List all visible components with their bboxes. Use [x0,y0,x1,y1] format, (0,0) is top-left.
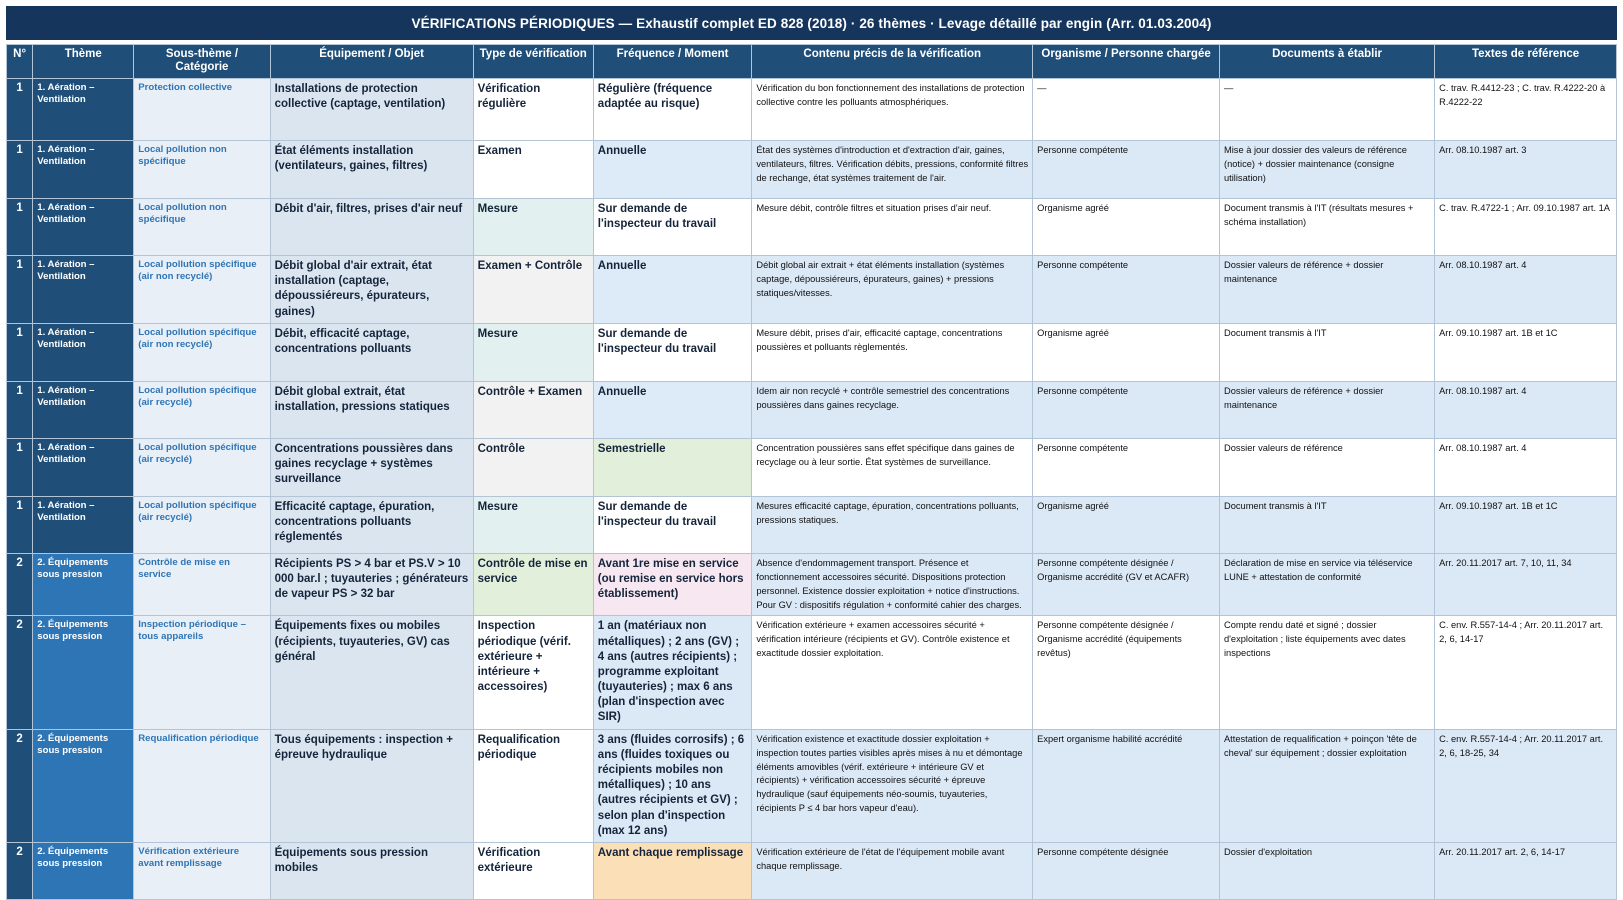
cell-subtheme: Contrôle de mise en service [134,553,270,616]
table-row[interactable] [7,381,1617,438]
cell-frequency: Sur demande de l'inspecteur du travail [593,323,752,381]
cell-frequency: Annuelle [593,381,752,438]
cell-subtheme: Local pollution spécifique (air non recyclé) [134,323,270,381]
cell-content: Vérification extérieure + examen accessoires sécurité + vérification intérieure (récipients et GV). Contrôle existence et exactitude dossier exploitation. [752,616,1033,729]
cell-number: 2 [7,842,33,899]
cell-equipment: État éléments installation (ventilateurs, gaines, filtres) [270,141,473,199]
cell-organism: Personne compétente [1033,381,1220,438]
cell-documents: Document transmis à l'IT [1219,496,1434,553]
cell-type: Examen + Contrôle [473,256,593,324]
column-header-txt[interactable]: Textes de référence [1435,45,1617,79]
cell-documents: Dossier valeurs de référence + dossier maintenance [1219,381,1434,438]
table-header [7,45,1617,79]
cell-subtheme: Requalification périodique [134,729,270,842]
cell-equipment: Débit d'air, filtres, prises d'air neuf [270,199,473,256]
cell-equipment: Tous équipements : inspection + épreuve hydraulique [270,729,473,842]
cell-number: 2 [7,616,33,729]
table-row[interactable] [7,323,1617,381]
cell-content: Vérification existence et exactitude dossier exploitation + inspection toutes parties visibles après mises à nu et démontage éléments amovibles (vérif. extérieure + intérieure GV et récipients) + vérification accessoires sécurité + épreuve hydraulique (sauf équipements néo-soumis, tuyauteries, récipients P ≤ 4 bar hors vapeur d'eau). [752,729,1033,842]
cell-documents: Déclaration de mise en service via téléservice LUNE + attestation de conformité [1219,553,1434,616]
cell-content: Idem air non recyclé + contrôle semestriel des concentrations poussières dans gaines recyclage. [752,381,1033,438]
cell-equipment: Équipements sous pression mobiles [270,842,473,899]
cell-texts: C. env. R.557-14-4 ; Arr. 20.11.2017 art. 2, 6, 14-17 [1435,616,1617,729]
cell-organism: Personne compétente désignée / Organisme accrédité (équipements revêtus) [1033,616,1220,729]
table-row[interactable] [7,553,1617,616]
cell-organism: Personne compétente [1033,438,1220,496]
cell-organism: Organisme agréé [1033,496,1220,553]
cell-equipment: Concentrations poussières dans gaines recyclage + systèmes surveillance [270,438,473,496]
cell-content: État des systèmes d'introduction et d'extraction d'air, gaines, ventilateurs, filtres. Vérification débits, pressions, conformité filtres de rechange, état systèmes traitement de l'air. [752,141,1033,199]
cell-organism: Personne compétente désignée / Organisme accrédité (GV et ACAFR) [1033,553,1220,616]
cell-equipment: Installations de protection collective (captage, ventilation) [270,79,473,141]
table-row[interactable] [7,199,1617,256]
column-header-doc[interactable]: Documents à établir [1219,45,1434,79]
cell-theme: 1. Aération – Ventilation [33,79,134,141]
cell-organism: Organisme agréé [1033,323,1220,381]
cell-theme: 1. Aération – Ventilation [33,199,134,256]
cell-type: Mesure [473,496,593,553]
cell-documents: Dossier valeurs de référence [1219,438,1434,496]
cell-theme: 2. Équipements sous pression [33,616,134,729]
cell-frequency: Régulière (fréquence adaptée au risque) [593,79,752,141]
cell-equipment: Débit global extrait, état installation, pressions statiques [270,381,473,438]
table-row[interactable] [7,256,1617,324]
cell-frequency: 1 an (matériaux non métalliques) ; 2 ans (GV) ; 4 ans (autres récipients) ; programme exploitant (tuyauteries) ; max 6 ans (plan d'inspection avec SIR) [593,616,752,729]
cell-type: Contrôle de mise en service [473,553,593,616]
column-header-num[interactable]: N° [7,45,33,79]
cell-frequency: Semestrielle [593,438,752,496]
cell-equipment: Débit global d'air extrait, état installation (captage, dépoussiéreurs, épurateurs, gaines) [270,256,473,324]
cell-texts: Arr. 09.10.1987 art. 1B et 1C [1435,323,1617,381]
cell-organism: Organisme agréé [1033,199,1220,256]
column-header-theme[interactable]: Thème [33,45,134,79]
cell-frequency: Avant 1re mise en service (ou remise en service hors établissement) [593,553,752,616]
cell-type: Vérification extérieure [473,842,593,899]
cell-documents: Compte rendu daté et signé ; dossier d'exploitation ; liste équipements avec dates inspections [1219,616,1434,729]
table-row[interactable] [7,496,1617,553]
cell-subtheme: Local pollution spécifique (air non recyclé) [134,256,270,324]
cell-frequency: Avant chaque remplissage [593,842,752,899]
column-header-cont[interactable]: Contenu précis de la vérification [752,45,1033,79]
cell-equipment: Débit, efficacité captage, concentrations polluants [270,323,473,381]
cell-content: Vérification du bon fonctionnement des installations de protection collective contre les polluants atmosphériques. [752,79,1033,141]
cell-subtheme: Protection collective [134,79,270,141]
cell-type: Mesure [473,323,593,381]
cell-organism: Expert organisme habilité accrédité [1033,729,1220,842]
table-row[interactable] [7,842,1617,899]
cell-type: Vérification régulière [473,79,593,141]
cell-equipment: Efficacité captage, épuration, concentrations polluants réglementés [270,496,473,553]
cell-texts: Arr. 09.10.1987 art. 1B et 1C [1435,496,1617,553]
cell-number: 1 [7,496,33,553]
cell-documents: Dossier d'exploitation [1219,842,1434,899]
cell-organism: Personne compétente désignée [1033,842,1220,899]
cell-subtheme: Local pollution non spécifique [134,199,270,256]
cell-content: Mesure débit, prises d'air, efficacité captage, concentrations poussières et polluants règlementés. [752,323,1033,381]
table-row[interactable] [7,729,1617,842]
table-body [7,79,1617,900]
cell-number: 1 [7,79,33,141]
cell-type: Requalification périodique [473,729,593,842]
cell-frequency: 3 ans (fluides corrosifs) ; 6 ans (fluides toxiques ou récipients mobiles non métalliques) ; 10 ans (autres récipients et GV) ; selon plan d'inspection (max 12 ans) [593,729,752,842]
cell-frequency: Sur demande de l'inspecteur du travail [593,199,752,256]
cell-theme: 1. Aération – Ventilation [33,496,134,553]
cell-texts: C. env. R.557-14-4 ; Arr. 20.11.2017 art. 2, 6, 18-25, 34 [1435,729,1617,842]
cell-type: Mesure [473,199,593,256]
cell-number: 1 [7,199,33,256]
cell-number: 1 [7,141,33,199]
cell-texts: Arr. 08.10.1987 art. 4 [1435,381,1617,438]
cell-number: 1 [7,438,33,496]
column-header-sub[interactable]: Sous-thème / Catégorie [134,45,270,79]
cell-texts: Arr. 08.10.1987 art. 3 [1435,141,1617,199]
cell-subtheme: Local pollution spécifique (air recyclé) [134,438,270,496]
cell-texts: C. trav. R.4722-1 ; Arr. 09.10.1987 art. 1A [1435,199,1617,256]
cell-documents: Mise à jour dossier des valeurs de référence (notice) + dossier maintenance (consigne utilisation) [1219,141,1434,199]
cell-documents: Document transmis à l'IT (résultats mesures + schéma installation) [1219,199,1434,256]
table-row[interactable] [7,438,1617,496]
cell-equipment: Récipients PS > 4 bar et PS.V > 10 000 bar.l ; tuyauteries ; générateurs de vapeur PS > 32 bar [270,553,473,616]
cell-organism: — [1033,79,1220,141]
column-header-equip[interactable]: Équipement / Objet [270,45,473,79]
table-row[interactable] [7,79,1617,141]
cell-number: 1 [7,323,33,381]
cell-texts: Arr. 08.10.1987 art. 4 [1435,256,1617,324]
cell-type: Contrôle + Examen [473,381,593,438]
cell-content: Débit global air extrait + état éléments installation (systèmes captage, dépoussiéreurs, épurateurs, gaines) + pressions statiques/vitesses. [752,256,1033,324]
cell-theme: 2. Équipements sous pression [33,729,134,842]
cell-content: Vérification extérieure de l'état de l'équipement mobile avant chaque remplissage. [752,842,1033,899]
cell-theme: 1. Aération – Ventilation [33,323,134,381]
cell-number: 2 [7,553,33,616]
cell-documents: Dossier valeurs de référence + dossier maintenance [1219,256,1434,324]
cell-equipment: Équipements fixes ou mobiles (récipients, tuyauteries, GV) cas général [270,616,473,729]
cell-documents: Attestation de requalification + poinçon 'tête de cheval' sur équipement ; dossier exploitation [1219,729,1434,842]
cell-type: Contrôle [473,438,593,496]
cell-organism: Personne compétente [1033,256,1220,324]
cell-number: 1 [7,256,33,324]
cell-theme: 2. Équipements sous pression [33,553,134,616]
cell-frequency: Annuelle [593,141,752,199]
cell-number: 2 [7,729,33,842]
cell-documents: Document transmis à l'IT [1219,323,1434,381]
cell-documents: — [1219,79,1434,141]
cell-subtheme: Local pollution non spécifique [134,141,270,199]
cell-subtheme: Local pollution spécifique (air recyclé) [134,496,270,553]
cell-theme: 1. Aération – Ventilation [33,438,134,496]
cell-type: Examen [473,141,593,199]
cell-frequency: Annuelle [593,256,752,324]
table-header-row [7,45,1617,79]
cell-theme: 1. Aération – Ventilation [33,381,134,438]
cell-theme: 2. Équipements sous pression [33,842,134,899]
cell-organism: Personne compétente [1033,141,1220,199]
cell-content: Absence d'endommagement transport. Présence et fonctionnement accessoires sécurité. Dispositions protection personnel. Existence dossier exploitation + notice d'instructions. Pour GV : dispositifs régulation + conformité cahier des charges. [752,553,1033,616]
cell-content: Mesures efficacité captage, épuration, concentrations polluants, pressions statiques. [752,496,1033,553]
verifications-table [6,44,1617,900]
cell-theme: 1. Aération – Ventilation [33,141,134,199]
cell-theme: 1. Aération – Ventilation [33,256,134,324]
cell-content: Mesure débit, contrôle filtres et situation prises d'air neuf. [752,199,1033,256]
cell-subtheme: Vérification extérieure avant remplissage [134,842,270,899]
column-header-freq[interactable]: Fréquence / Moment [593,45,752,79]
column-header-org[interactable]: Organisme / Personne chargée [1033,45,1220,79]
cell-type: Inspection périodique (vérif. extérieure + intérieure + accessoires) [473,616,593,729]
cell-number: 1 [7,381,33,438]
column-header-type[interactable]: Type de vérification [473,45,593,79]
cell-subtheme: Inspection périodique – tous appareils [134,616,270,729]
cell-content: Concentration poussières sans effet spécifique dans gaines de recyclage ou à leur sortie. État systèmes de surveillance. [752,438,1033,496]
table-row[interactable] [7,141,1617,199]
cell-subtheme: Local pollution spécifique (air recyclé) [134,381,270,438]
cell-texts: Arr. 20.11.2017 art. 2, 6, 14-17 [1435,842,1617,899]
page-title: VÉRIFICATIONS PÉRIODIQUES — Exhaustif complet ED 828 (2018) · 26 thèmes · Levage détaillé par engin (Arr. 01.03.2004) [6,6,1617,40]
cell-texts: Arr. 20.11.2017 art. 7, 10, 11, 34 [1435,553,1617,616]
cell-texts: Arr. 08.10.1987 art. 4 [1435,438,1617,496]
cell-texts: C. trav. R.4412-23 ; C. trav. R.4222-20 à R.4222-22 [1435,79,1617,141]
cell-frequency: Sur demande de l'inspecteur du travail [593,496,752,553]
table-row[interactable] [7,616,1617,729]
